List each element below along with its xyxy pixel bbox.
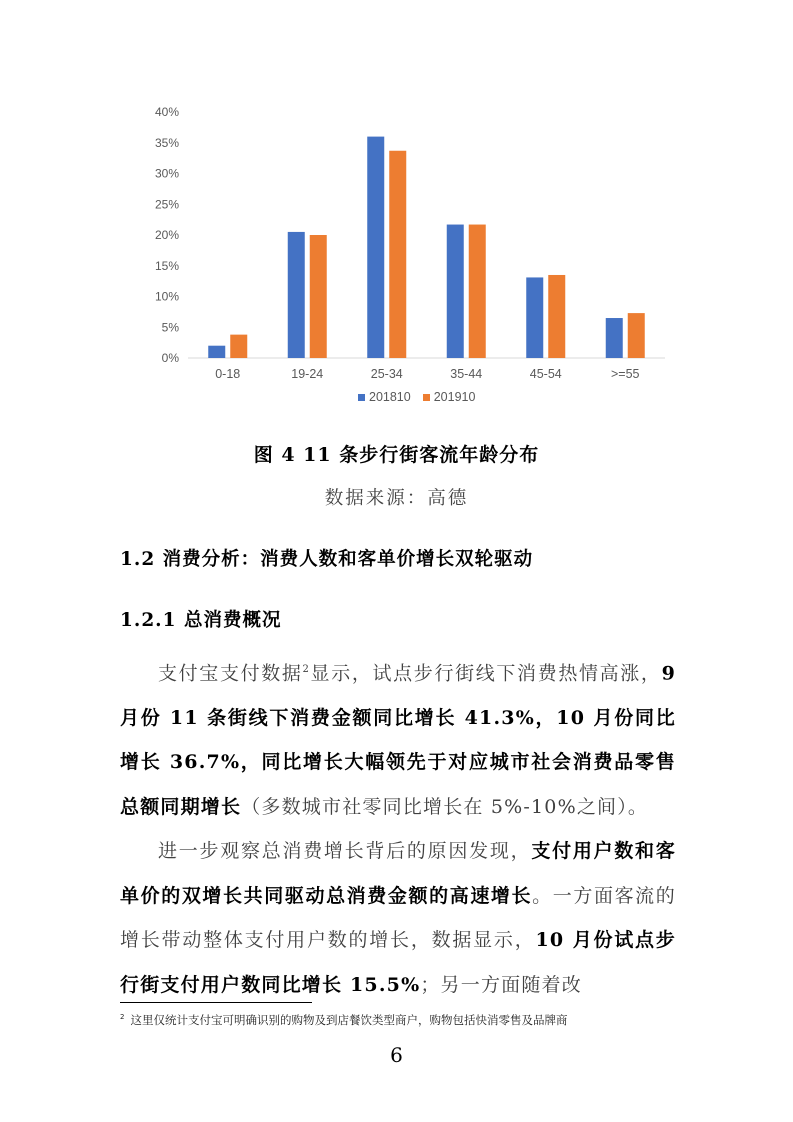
- bar-201810-5: [606, 318, 623, 358]
- bar-chart-svg: [100, 95, 700, 385]
- p2-bold-1: 支付用户数和客单价的双增长共同驱动总消费金额的高速增长: [120, 840, 676, 907]
- x-tick-label: 0-18: [215, 367, 241, 381]
- chart-legend: [358, 390, 475, 404]
- y-tick-label: 40%: [154, 105, 179, 119]
- p1-text-b: 显示，试点步行街线下消费热情高涨，: [310, 662, 662, 685]
- page-number: 6: [390, 1043, 403, 1067]
- footnote-ref: 2: [302, 664, 311, 675]
- legend-label-201810: 201810: [369, 390, 411, 404]
- x-tick-label: 45-54: [529, 367, 562, 381]
- bar-201910-3: [469, 225, 486, 358]
- footnote-text: 这里仅统计支付宝可明确识别的购物及到店餐饮类型商户，购物包括快消零售及品牌商: [130, 1013, 568, 1027]
- p2-bold-2: 10 月份试点步行街支付用户数同比增长 15.5%: [120, 929, 676, 996]
- subsection-heading: 1.2.1 总消费概况: [120, 610, 282, 631]
- p1-text-c: （多数城市社零同比增长在 5%-10%之间）。: [241, 795, 649, 818]
- legend-swatch-201810: [358, 394, 365, 401]
- figure-caption: 图 4 11 条步行街客流年龄分布: [253, 444, 540, 466]
- bar-201810-4: [526, 277, 543, 358]
- p2-text-c: ；另一方面随着改: [420, 973, 582, 996]
- legend-item-201810: [358, 390, 411, 404]
- p2-text-a: 进一步观察总消费增长背后的原因发现，: [158, 840, 532, 863]
- y-tick-label: 30%: [154, 166, 179, 181]
- y-tick-label: 10%: [154, 289, 179, 304]
- bar-201810-2: [367, 137, 384, 358]
- bar-201810-1: [288, 232, 305, 358]
- legend-swatch-201910: [423, 394, 430, 401]
- y-tick-label: 20%: [154, 228, 179, 242]
- section-heading: 1.2 消费分析：消费人数和客单价增长双轮驱动: [120, 549, 534, 570]
- legend-item-201910: [423, 390, 476, 404]
- footnote: [120, 1012, 567, 1028]
- age-distribution-chart: [100, 95, 700, 425]
- bar-201810-3: [447, 225, 464, 358]
- bar-201910-0: [230, 335, 247, 358]
- paragraph-1: [120, 648, 676, 829]
- y-tick-label: 5%: [161, 320, 179, 335]
- paragraph-2: [120, 829, 676, 1007]
- p1-bold: 9 月份 11 条街线下消费金额同比增长 41.3%，10 月份同比增长 36.7%，同比增长大幅领先于对应城市社会消费品零售总额同期增长: [120, 662, 676, 818]
- x-tick-label: >=55: [610, 367, 640, 381]
- bar-201910-2: [389, 151, 406, 358]
- x-tick-label: 35-44: [450, 367, 483, 381]
- y-tick-label: 25%: [154, 197, 179, 212]
- p2-text-b: 。一方面客流的增长带动整体支付用户数的增长，数据显示，: [120, 884, 676, 952]
- x-tick-label: 25-34: [370, 367, 403, 381]
- x-tick-label: 19-24: [291, 367, 324, 381]
- body-text: [120, 648, 676, 1007]
- bar-201910-5: [628, 313, 645, 358]
- figure-source: 数据来源：高德: [324, 488, 469, 509]
- y-tick-label: 15%: [154, 258, 179, 273]
- bar-201910-4: [548, 275, 565, 358]
- footnote-rule: [120, 1002, 312, 1003]
- p1-text-a: 支付宝支付数据: [158, 662, 303, 685]
- legend-label-201910: 201910: [433, 390, 476, 404]
- y-tick-label: 35%: [154, 135, 179, 150]
- bar-201810-0: [208, 346, 225, 358]
- y-tick-label: 0%: [161, 351, 179, 365]
- footnote-mark: 2: [120, 1013, 125, 1022]
- bar-201910-1: [310, 235, 327, 358]
